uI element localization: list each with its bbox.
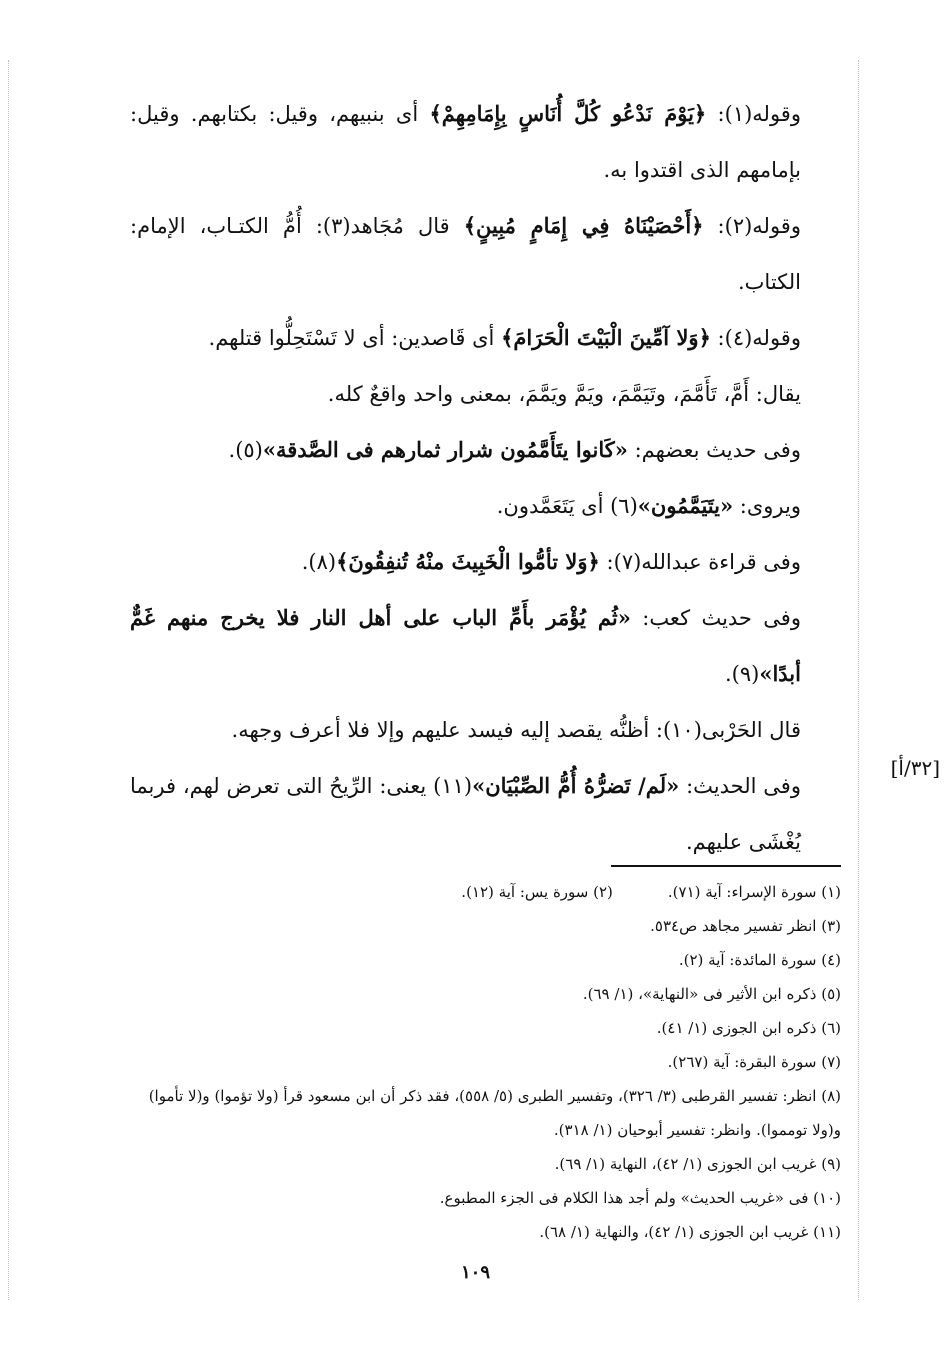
paragraph-10 xyxy=(130,758,841,870)
left-page-edge xyxy=(8,60,9,1300)
paragraph-9-text: قال الحَرْبى(١٠): أظنُّه يقصد إليه فيسد عليهم وإلا فلا أعرف وجهه. xyxy=(231,718,801,742)
paragraph-8 xyxy=(130,590,841,702)
paragraph-3 xyxy=(130,310,841,366)
paragraph-8-rest: (٩). xyxy=(724,662,760,686)
page-number: ١٠٩ xyxy=(460,1262,490,1283)
footnote-5: (٥) ذكره ابن الأثير فى «النهاية»، (١/ ٦٩). xyxy=(582,985,841,1003)
paragraph-2 xyxy=(130,198,841,310)
paragraph-6-quote: «يتَيَمَّمُون» xyxy=(637,493,734,518)
paragraph-7 xyxy=(130,534,841,590)
paragraph-8-lead: وفى حديث كعب: xyxy=(630,606,801,630)
paragraph-3-quran-quote: ﴿وَلا آمِّينَ الْبَيْتَ الْحَرَامَ﴾ xyxy=(501,325,711,350)
main-text xyxy=(130,86,841,870)
footnote-10: (١٠) فى «غريب الحديث» ولم أجد هذا الكلام فى الجزء المطبوع. xyxy=(439,1189,841,1207)
paragraph-3-rest: أى قَاصدين: أى لا تَسْتَحِلُّوا قتلهم. xyxy=(208,326,502,350)
paragraph-5-rest: (٥). xyxy=(228,438,263,462)
paragraph-1 xyxy=(130,86,841,198)
paragraph-10-lead: وفى الحديث: xyxy=(679,774,801,798)
paragraph-2-quran-quote: ﴿أَحْصَيْنَاهُ فِي إِمَامٍ مُبِينٍ﴾ xyxy=(463,213,704,238)
paragraph-10-rest: (١١) يعنى: الرِّيحُ التى تعرض لهم، فربما يُغْشَى عليهم. xyxy=(130,774,801,854)
paragraph-1-rest: أى بنبيهم، وقيل: بكتابهم. وقيل: بإمامهم الذى اقتدوا به. xyxy=(130,102,801,182)
footnote-4: (٤) سورة المائدة: آية (٢). xyxy=(678,951,841,969)
paragraph-2-rest: قال مُجَاهد(٣): أُمُّ الكتـاب، الإمام: الكتاب. xyxy=(130,214,801,294)
footnote-8: (٨) انظر: تفسير القرطبى (٣/ ٣٢٦)، وتفسير الطبرى (٥/ ٥٥٨)، فقد ذكر أن ابن مسعود قرأ (ولا تؤموا) و(لا تأموا) و(ولا تومموا). وانظر: تفسير أبوحيان (١/ ٣١٨). xyxy=(148,1087,841,1139)
paragraph-5 xyxy=(130,422,841,478)
paragraph-4 xyxy=(130,366,841,422)
paragraph-7-quran-quote: ﴿وَلا تأمُّوا الْخَبِيثَ منْهُ تُنفِقُونَ﴾ xyxy=(336,549,600,574)
paragraph-9 xyxy=(130,702,841,758)
footnote-separator xyxy=(611,865,841,867)
paragraph-1-lead: وقوله(١): xyxy=(706,102,801,126)
footnote-11: (١١) غريب ابن الجوزى (١/ ٤٢)، والنهاية (١/ ٦٨). xyxy=(539,1223,841,1241)
paragraph-6-rest: (٦) أى يَتَعَمَّدون. xyxy=(496,494,638,518)
paragraph-4-text: يقال: أَمَّ، تَأَمَّمَ، وتَيَمَّمَ، ويَمَّ ويَمَّمَ، بمعنى واحد واقعٌ كله. xyxy=(327,382,801,406)
paragraph-7-rest: (٨). xyxy=(301,550,337,574)
paragraph-1-quran-quote: ﴿يَوْمَ نَدْعُو كُلَّ أُنَاسٍ بِإِمَامِهِمْ﴾ xyxy=(429,101,707,126)
paragraph-7-lead: وفى قراءة عبدالله(٧): xyxy=(599,550,801,574)
paragraph-8-hadith-quote: «ثُم يُؤْمَر بأَمِّ الباب على أهل النار فلا يخرج منهم غَمٌّ أبدًا» xyxy=(130,605,801,686)
right-margin-edge xyxy=(858,60,859,1300)
paragraph-5-lead: وفى حديث بعضهم: xyxy=(627,438,801,462)
paragraph-6-lead: ويروى: xyxy=(733,494,801,518)
footnote-9: (٩) غريب ابن الجوزى (١/ ٤٢)، النهاية (١/ ٦٩). xyxy=(554,1155,841,1173)
paragraph-6 xyxy=(130,478,841,534)
footnote-3: (٣) انظر تفسير مجاهد ص٥٣٤. xyxy=(650,917,841,935)
paragraph-10-hadith-quote: «لَم/ تَضرُّهُ أُمُّ الصِّبْيَان» xyxy=(472,773,680,798)
footnote-7: (٧) سورة البقرة: آية (٢٦٧). xyxy=(667,1053,841,1071)
footnotes xyxy=(130,875,841,1249)
paragraph-2-lead: وقوله(٢): xyxy=(703,214,801,238)
footnote-2: (٢) سورة يس: آية (١٢). xyxy=(461,883,613,901)
footnote-row-1 xyxy=(130,875,841,909)
paragraph-3-lead: وقوله(٤): xyxy=(710,326,801,350)
footnote-1: (١) سورة الإسراء: آية (٧١). xyxy=(667,883,841,901)
footnote-6: (٦) ذكره ابن الجوزى (١/ ٤١). xyxy=(656,1019,841,1037)
paragraph-5-hadith-quote: «كَانوا يتَأَمَّمُون شرار ثمارهم فى الصَّدقة» xyxy=(262,437,628,462)
manuscript-folio-note: [٣٢/أ] xyxy=(890,756,940,780)
